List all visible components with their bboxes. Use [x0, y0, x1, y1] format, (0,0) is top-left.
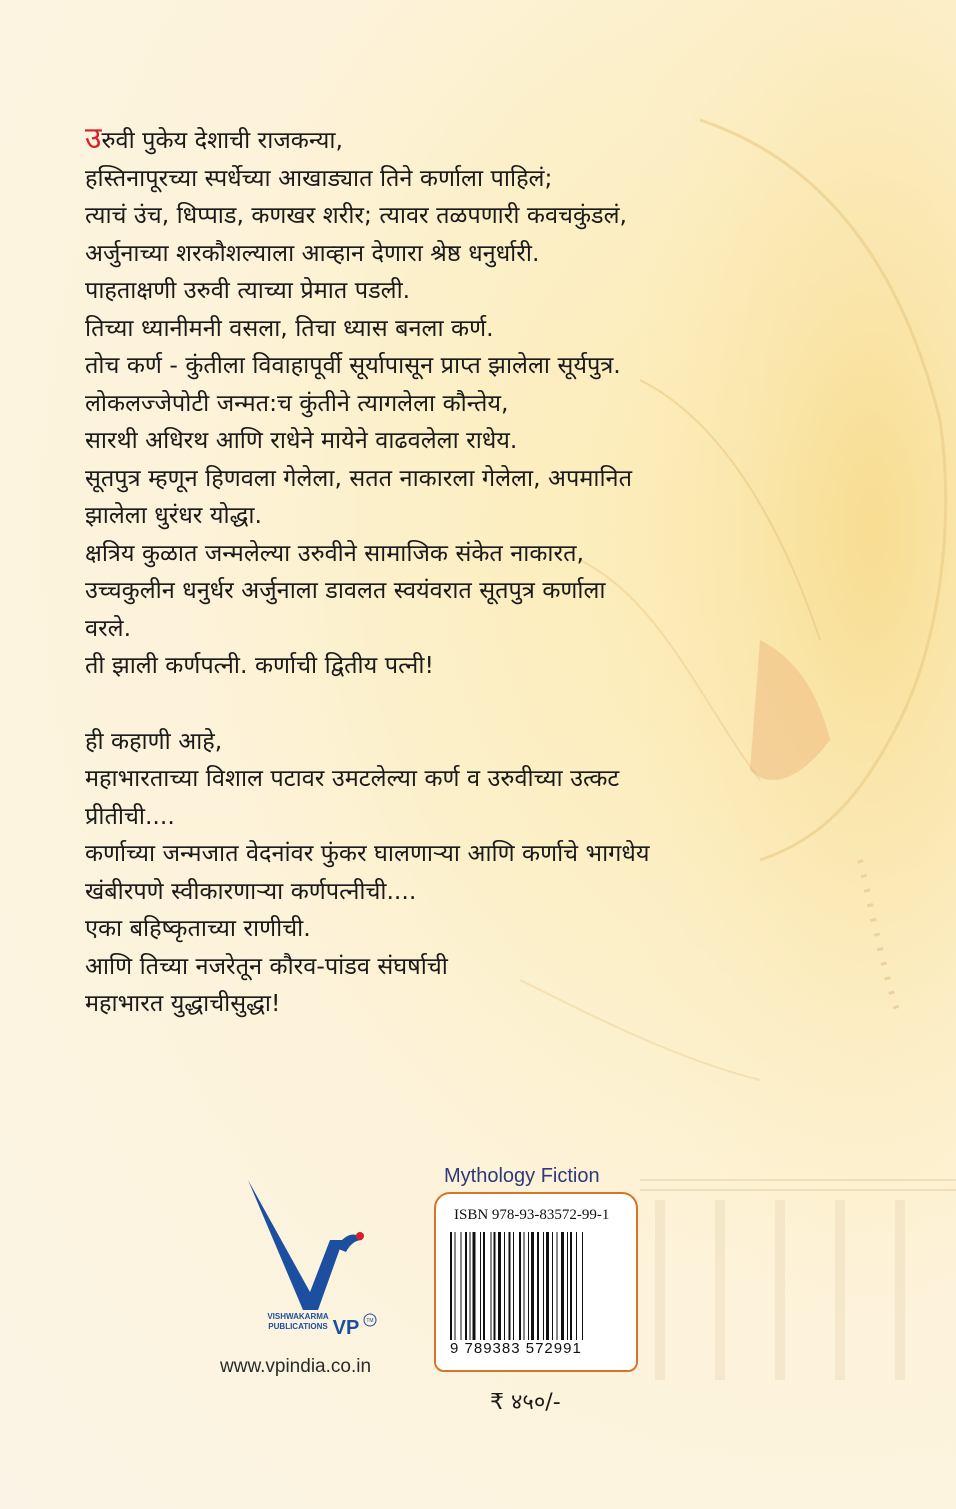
blurb-line: ही कहाणी आहे, — [85, 726, 223, 755]
blurb-first-line — [85, 120, 885, 160]
blurb-line: पाहताक्षणी उरुवी त्याच्या प्रेमात पडली. — [85, 276, 411, 304]
paragraph-gap — [85, 685, 885, 723]
blurb-line: महाभारत युद्धाचीसुद्धा! — [85, 989, 281, 1017]
blurb-line: त्याचं उंच, धिप्पाड, कणखर शरीर; त्यावर तळपणारी कवचकुंडलं, — [85, 201, 627, 229]
blurb-line: महाभारताच्या विशाल पटावर उमटलेल्या कर्ण व उरुवीच्या उत्कट — [85, 764, 620, 792]
blurb-line: खंबीरपणे स्वीकारणाऱ्या कर्णपत्नीची.... — [85, 876, 417, 905]
blurb-line: ती झाली कर्णपत्नी. कर्णाची द्वितीय पत्नी! — [85, 651, 434, 679]
blurb-line: प्रीतीची.... — [85, 801, 175, 830]
publisher-logo — [248, 1170, 388, 1340]
publisher-website: www.vpindia.co.in — [220, 1356, 372, 1377]
price-label: ₹ ४५०/- — [490, 1390, 561, 1415]
blurb-line: हस्तिनापूरच्या स्पर्धेच्या आखाड्यात तिने कर्णाला पाहिलं; — [85, 163, 553, 192]
isbn-label: ISBN 978-93-83572-99-1 — [454, 1207, 610, 1223]
barcode-digits: 9 789383 572991 — [450, 1340, 582, 1357]
blurb-line: उच्चकुलीन धनुर्धर अर्जुनाला डावलत स्वयंवरात सूतपुत्र कर्णाला — [85, 576, 606, 604]
blurb-line: आणि तिच्या नजरेतून कौरव-पांडव संघर्षाची — [85, 951, 448, 980]
blurb-line: अर्जुनाच्या शरकौशल्याला आव्हान देणारा श्रेष्ठ धनुर्धारी. — [85, 238, 540, 267]
blurb-line: सारथी अधिरथ आणि राधेने मायेने वाढवलेला राधेय. — [85, 426, 518, 454]
blurb-line: एका बहिष्कृताच्या राणीची. — [85, 914, 311, 942]
blurb-line: वरले. — [85, 613, 132, 642]
blurb-line: क्षत्रिय कुळात जन्मलेल्या उरुवीने सामाजिक संकेत नाकारत, — [85, 538, 584, 567]
blurb-text — [85, 120, 885, 1023]
isbn-barcode-box — [434, 1192, 638, 1372]
blurb-line: झालेला धुरंधर योद्धा. — [85, 501, 262, 529]
blurb-line: तोच कर्ण - कुंतीला विवाहापूर्वी सूर्यापासून प्राप्त झालेला सूर्यपुत्र. — [85, 351, 621, 379]
publisher-name-line2: PUBLICATIONS — [268, 1322, 328, 1331]
dot-icon — [356, 1232, 364, 1240]
barcode-icon — [448, 1232, 626, 1340]
trademark-mark: TM — [366, 1318, 374, 1324]
blurb-line: लोकलज्जेपोटी जन्मत:च कुंतीने त्यागलेला कौन्तेय, — [85, 388, 509, 417]
drop-letter: उ — [85, 121, 102, 156]
publisher-mark: VP — [332, 1317, 360, 1339]
v-shape-icon — [248, 1180, 343, 1310]
publisher-name-line1: VISHWAKARMA — [267, 1312, 329, 1321]
blurb-line: तिच्या ध्यानीमनी वसला, तिचा ध्यास बनला कर्ण. — [85, 313, 494, 342]
blurb-line: कर्णाच्या जन्मजात वेदनांवर फुंकर घालणाऱ्या आणि कर्णाचे भागधेय — [85, 839, 650, 867]
genre-label: Mythology Fiction — [444, 1165, 600, 1187]
blurb-first-line-rest: रुवी पुकेय देशाची राजकन्या, — [101, 126, 343, 154]
blurb-line: सूतपुत्र म्हणून हिणवला गेलेला, सतत नाकारला गेलेला, अपमानित — [85, 463, 632, 492]
